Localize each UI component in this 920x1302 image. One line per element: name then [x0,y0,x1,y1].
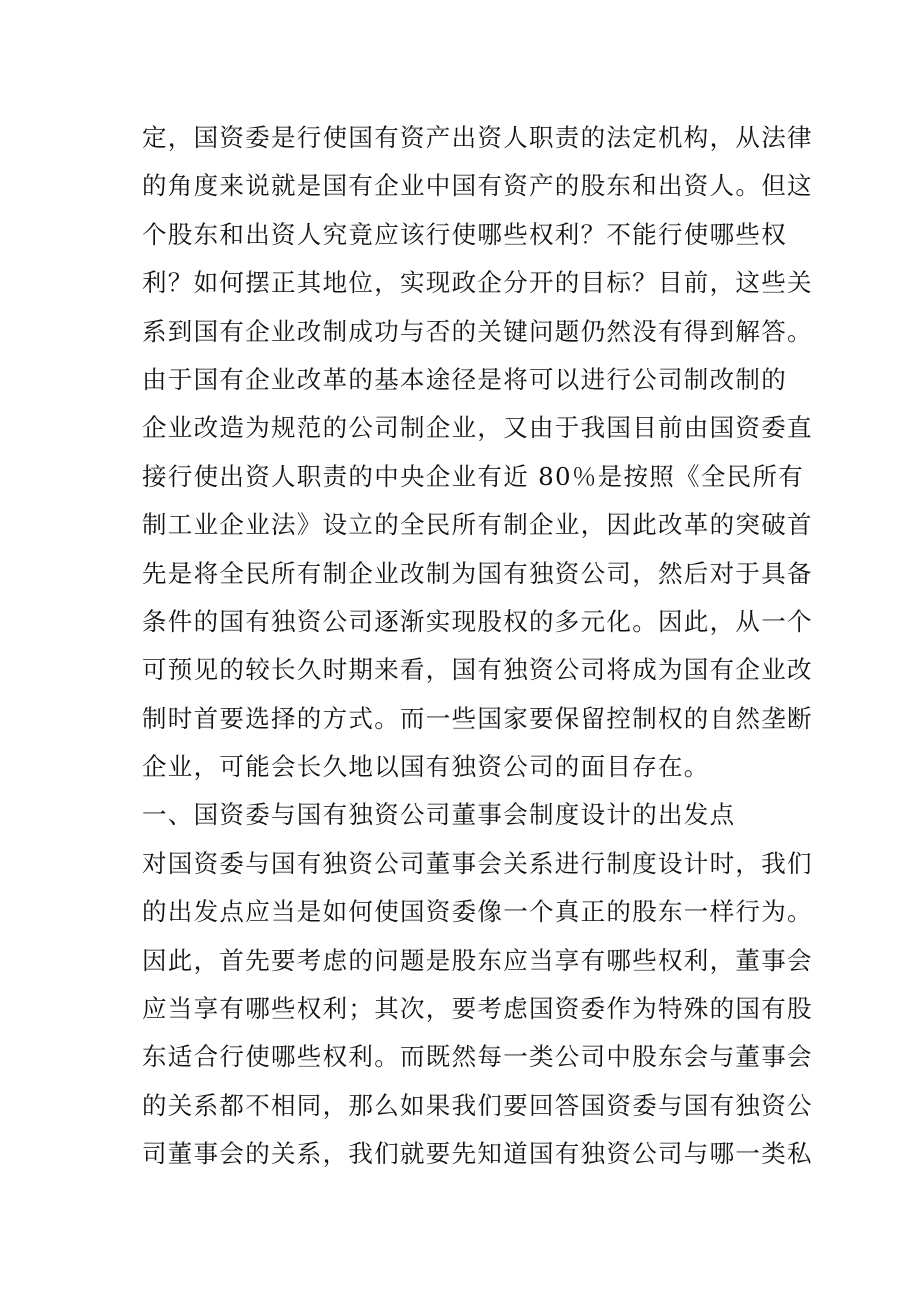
text-line: 的角度来说就是国有企业中国有资产的股东和出资人。但这 [142,171,813,201]
text-line: 定，国资委是行使国有资产出资人职责的法定机构，从法律 [142,123,813,152]
text-line: 企业改造为规范的公司制企业，又由于我国目前由国资委直 [142,413,813,443]
text-line: 企业，可能会长久地以国有独资公司的面目存在。 [142,752,710,782]
text-line: 制时首要选择的方式。而一些国家要保留控制权的自然垄断 [142,703,813,733]
body-text [142,114,813,1179]
text-line: 东适合行使哪些权利。而既然每一类公司中股东会与董事会 [142,1042,813,1072]
text-line: 的关系都不相同，那么如果我们要回答国资委与国有独资公 [142,1090,813,1120]
text-line: 应当享有哪些权利；其次，要考虑国资委作为特殊的国有股 [142,994,813,1024]
text-line: 个股东和出资人究竟应该行使哪些权利？不能行使哪些权 [142,219,787,249]
text-line: 司董事会的关系，我们就要先知道国有独资公司与哪一类私 [142,1139,813,1169]
text-line: 制工业企业法》设立的全民所有制企业，因此改革的突破首 [142,510,813,540]
text-line: 因此，首先要考虑的问题是股东应当享有哪些权利，董事会 [142,945,813,975]
section-heading: 一、国资委与国有独资公司董事会制度设计的出发点 [142,800,736,830]
text-line: 可预见的较长久时期来看，国有独资公司将成为国有企业改 [142,655,813,685]
text-line: 对国资委与国有独资公司董事会关系进行制度设计时，我们 [142,848,813,878]
text-line: 由于国有企业改革的基本途径是将可以进行公司制改制的 [142,364,787,394]
text-line: 先是将全民所有制企业改制为国有独资公司，然后对于具备 [142,558,813,588]
text-line: 接行使出资人职责的中央企业有近 80％是按照《全民所有 [142,461,805,491]
text-line: 条件的国有独资公司逐渐实现股权的多元化。因此，从一个 [142,606,813,636]
text-line: 的出发点应当是如何使国资委像一个真正的股东一样行为。 [142,897,813,927]
text-line: 系到国有企业改制成功与否的关键问题仍然没有得到解答。 [142,316,813,346]
text-line: 利？如何摆正其地位，实现政企分开的目标？目前，这些关 [142,268,813,298]
